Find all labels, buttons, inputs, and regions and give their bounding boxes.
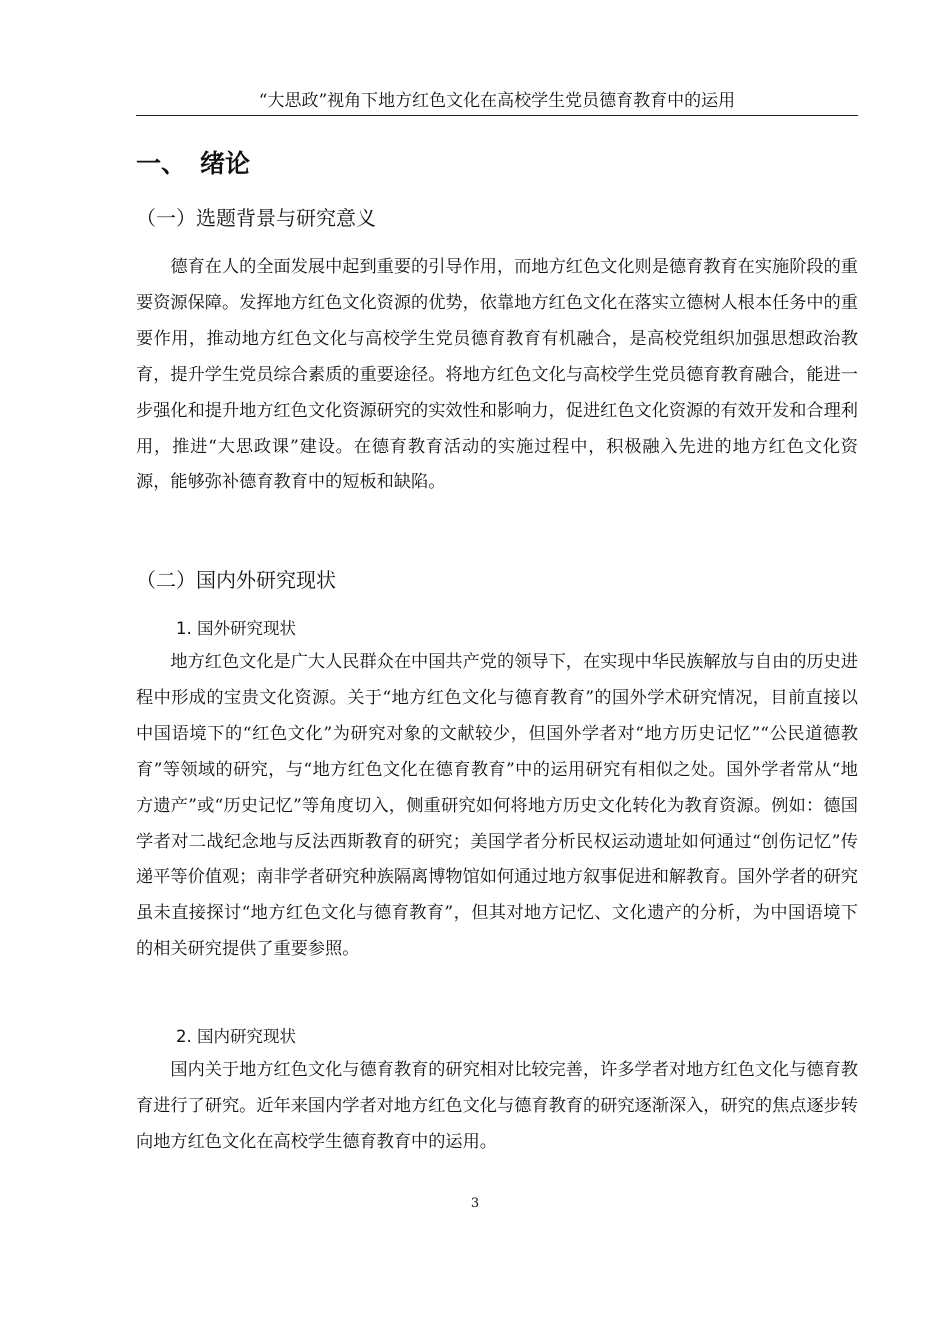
body-paragraph-background: 德育在人的全面发展中起到重要的引导作用，而地方红色文化则是德育教育在实施阶段的重要资源保障。发挥地方红色文化资源的优势，依靠地方红色文化在落实立德树人根本任务中的重要作用，推动地方红色文化与高校学生党员德育教育有机融合，是高校党组织加强思想政治教育，提升学生党员综合素质的重要途径。将地方红色文化与高校学生党员德育教育融合，能进一步强化和提升地方红色文化资源研究的实效性和影响力，促进红色文化资源的有效开发和合理利用，推进“大思政课”建设。在德育教育活动的实施过程中，积极融入先进的地方红色文化资源，能够弥补德育教育中的短板和缺陷。 — [136, 257, 858, 493]
body-paragraph-domestic: 国内关于地方红色文化与德育教育的研究相对比较完善，许多学者对地方红色文化与德育教育进行了研究。近年来国内学者对地方红色文化与德育教育的研究逐渐深入，研究的焦点逐步转向地方红色文化在高校学生德育教育中的运用。 — [136, 1060, 858, 1152]
page-number: 3 — [470, 1196, 480, 1211]
chapter-heading — [136, 143, 250, 185]
subsection-heading-domestic: 2. 国内研究现状 — [176, 1027, 296, 1046]
body-paragraph-foreign: 地方红色文化是广大人民群众在中国共产党的领导下，在实现中华民族解放与自由的历史进程中形成的宝贵文化资源。关于“地方红色文化与德育教育”的国外学术研究情况，目前直接以中国语境下的“红色文化”为研究对象的文献较少，但国外学者对“地方历史记忆”“公民道德教育”等领域的研究，与“地方红色文化在德育教育”中的运用研究有相似之处。国外学者常从“地方遗产”或“历史记忆”等角度切入，侧重研究如何将地方历史文化转化为教育资源。例如：德国学者对二战纪念地与反法西斯教育的研究；美国学者分析民权运动遗址如何通过“创伤记忆”传递平等价值观；南非学者研究种族隔离博物馆如何通过地方叙事促进和解教育。国外学者的研究虽未直接探讨“地方红色文化与德育教育”，但其对地方记忆、文化遗产的分析，为中国语境下的相关研究提供了重要参照。 — [136, 652, 858, 960]
running-header — [136, 88, 858, 116]
chapter-title: 绪论 — [200, 149, 251, 178]
subsection-heading-foreign: 1. 国外研究现状 — [176, 619, 296, 638]
running-header-title: “大思政”视角下地方红色文化在高校学生党员德育教育中的运用 — [258, 91, 736, 111]
chapter-number: 一、 — [136, 149, 187, 178]
section-heading-background: （一）选题背景与研究意义 — [136, 206, 376, 230]
section-heading-research-status: （二）国内外研究现状 — [136, 568, 336, 592]
